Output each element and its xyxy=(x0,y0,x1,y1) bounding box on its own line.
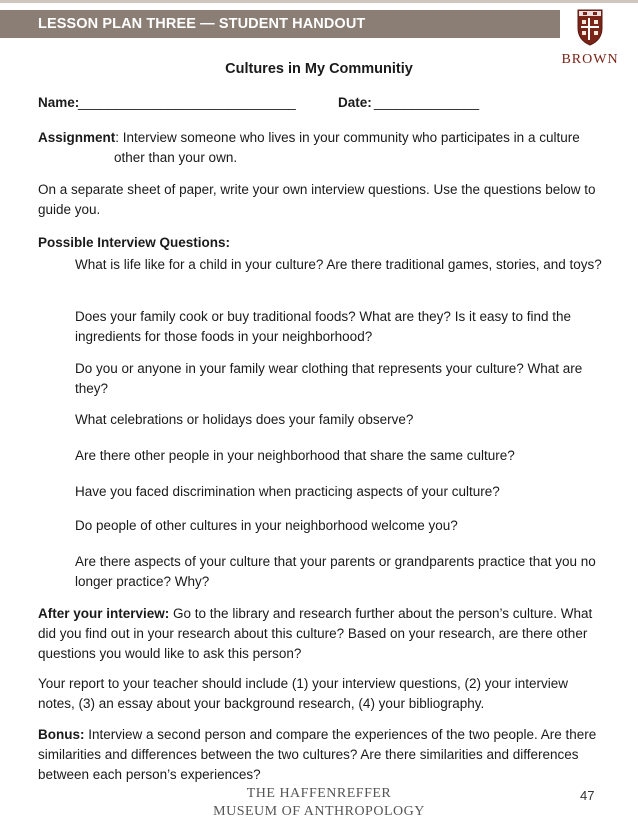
top-rule xyxy=(0,0,638,3)
footer-line2: MUSEUM OF ANTHROPOLOGY xyxy=(213,804,425,819)
name-label: Name: xyxy=(38,95,80,110)
bonus-text: Interview a second person and compare the experiences of the two people. Are there similarities and differences between the two cultures? Are there similarities and differences between each person’s experiences? xyxy=(38,727,597,782)
list-item: Are there aspects of your culture that your parents or grandparents practice that you no longer practice? Why? xyxy=(75,554,596,589)
list-item: What is life like for a child in your culture? Are there traditional games, stories, and toys? xyxy=(75,257,602,272)
bonus-label: Bonus: xyxy=(38,727,85,742)
list-item: Do you or anyone in your family wear clothing that represents your culture? What are they? xyxy=(75,361,583,396)
header-bar xyxy=(0,10,560,38)
after-interview-label: After your interview: xyxy=(38,606,170,621)
assignment-label: Assignment xyxy=(38,130,116,145)
assignment-line1: : Interview someone who lives in your community who participates in a culture xyxy=(115,130,580,145)
assignment-paragraph xyxy=(38,128,598,148)
list-item: Does your family cook or buy traditional foods? What are they? Is it easy to find the ingredients for those foods in your neighborhood? xyxy=(75,309,571,344)
brown-shield-icon xyxy=(576,6,604,46)
list-item: Have you faced discrimination when practicing aspects of your culture? xyxy=(75,484,500,499)
intro-paragraph: On a separate sheet of paper, write your own interview questions. Use the questions below to guide you. xyxy=(38,182,596,217)
report-paragraph: Your report to your teacher should include (1) your interview questions, (2) your interview notes, (3) an essay about your background research, (4) your bibliography. xyxy=(38,676,569,711)
page-number: 47 xyxy=(580,788,595,803)
logo-text: BROWN xyxy=(561,52,619,67)
name-blank[interactable]: _____________________________ xyxy=(78,95,296,110)
bonus-paragraph xyxy=(38,725,598,785)
date-label: Date: xyxy=(338,95,372,110)
date-blank[interactable]: ______________ xyxy=(374,95,480,110)
after-interview-text: Go to the library and research further about the person’s culture. What did you find out in your research about this culture? Based on your research, are there other questions you would like to ask this person? xyxy=(38,606,593,661)
list-item: Do people of other cultures in your neighborhood welcome you? xyxy=(75,518,458,533)
questions-heading: Possible Interview Questions: xyxy=(38,235,231,250)
assignment-line2: other than your own. xyxy=(114,150,238,165)
footer-line1: THE HAFFENREFFER xyxy=(246,786,392,801)
after-interview-paragraph xyxy=(38,604,598,664)
document-title: Cultures in My Communitiy xyxy=(225,61,413,77)
list-item: Are there other people in your neighborhood that share the same culture? xyxy=(75,448,515,463)
header-title: LESSON PLAN THREE — STUDENT HANDOUT xyxy=(38,16,366,32)
footer xyxy=(0,785,638,821)
list-item: What celebrations or holidays does your family observe? xyxy=(75,412,414,427)
